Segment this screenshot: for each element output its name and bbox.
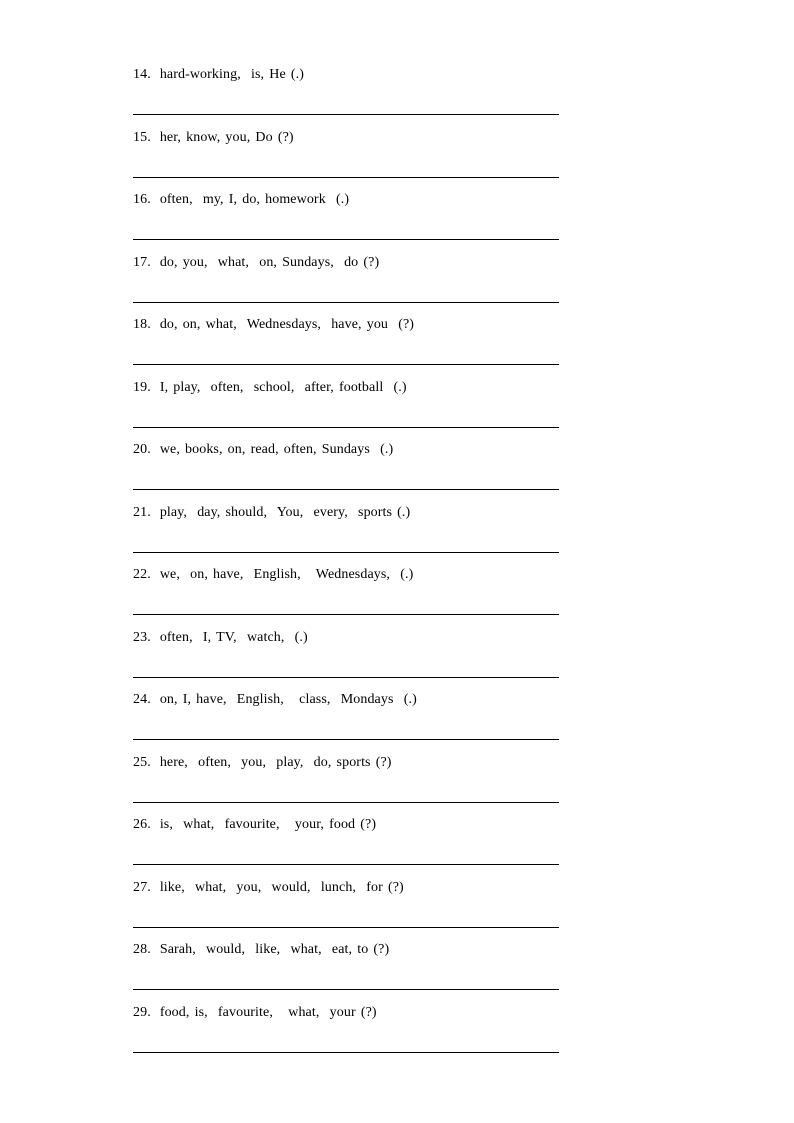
scrambled-words: on, I, have, English, class, Mondays (.) bbox=[159, 692, 417, 707]
question-number: 16. bbox=[133, 192, 151, 207]
question-28 bbox=[133, 937, 559, 1000]
question-prompt bbox=[133, 691, 417, 709]
question-24 bbox=[133, 687, 559, 750]
question-number: 27. bbox=[133, 879, 151, 895]
question-prompt bbox=[133, 879, 404, 897]
question-14 bbox=[133, 62, 559, 125]
question-number: 14. bbox=[133, 67, 151, 82]
scrambled-words: is, what, favourite, your, food (?) bbox=[159, 817, 377, 832]
question-20 bbox=[133, 437, 559, 500]
answer-line[interactable] bbox=[133, 677, 559, 678]
scrambled-words: we, books, on, read, often, Sundays (.) bbox=[159, 442, 394, 457]
answer-line[interactable] bbox=[133, 114, 559, 115]
scrambled-words: her, know, you, Do (?) bbox=[159, 129, 294, 145]
question-number: 19. bbox=[133, 379, 151, 395]
answer-line[interactable] bbox=[133, 739, 559, 740]
question-number: 25. bbox=[133, 754, 151, 770]
question-21 bbox=[133, 500, 559, 563]
scrambled-words: Sarah, would, like, what, eat, to (?) bbox=[159, 942, 390, 957]
question-number: 29. bbox=[133, 1004, 151, 1020]
scrambled-words: often, I, TV, watch, (.) bbox=[159, 629, 308, 645]
question-prompt bbox=[133, 941, 389, 959]
question-23 bbox=[133, 625, 559, 688]
question-26 bbox=[133, 812, 559, 875]
question-prompt bbox=[133, 254, 379, 272]
answer-line[interactable] bbox=[133, 239, 559, 240]
question-prompt bbox=[133, 566, 413, 584]
answer-line[interactable] bbox=[133, 177, 559, 178]
question-17 bbox=[133, 250, 559, 313]
question-number: 23. bbox=[133, 629, 151, 645]
question-prompt bbox=[133, 629, 308, 647]
answer-line[interactable] bbox=[133, 1052, 559, 1053]
question-number: 20. bbox=[133, 442, 151, 457]
question-number: 22. bbox=[133, 567, 151, 582]
answer-line[interactable] bbox=[133, 989, 559, 990]
answer-line[interactable] bbox=[133, 364, 559, 365]
question-prompt bbox=[133, 816, 376, 834]
question-22 bbox=[133, 562, 559, 625]
scrambled-words: food, is, favourite, what, your (?) bbox=[159, 1004, 377, 1020]
answer-line[interactable] bbox=[133, 927, 559, 928]
answer-line[interactable] bbox=[133, 427, 559, 428]
answer-line[interactable] bbox=[133, 864, 559, 865]
question-prompt bbox=[133, 1004, 377, 1022]
scrambled-words: often, my, I, do, homework (.) bbox=[159, 192, 350, 207]
question-27 bbox=[133, 875, 559, 938]
scrambled-words: we, on, have, English, Wednesdays, (.) bbox=[159, 567, 414, 582]
question-25 bbox=[133, 750, 559, 813]
scrambled-words: here, often, you, play, do, sports (?) bbox=[159, 754, 392, 770]
question-16 bbox=[133, 187, 559, 250]
answer-line[interactable] bbox=[133, 552, 559, 553]
answer-line[interactable] bbox=[133, 302, 559, 303]
question-19 bbox=[133, 375, 559, 438]
scrambled-words: play, day, should, You, every, sports (.) bbox=[159, 504, 411, 520]
question-number: 17. bbox=[133, 254, 151, 270]
answer-line[interactable] bbox=[133, 802, 559, 803]
question-prompt bbox=[133, 191, 349, 209]
question-prompt bbox=[133, 754, 392, 772]
scrambled-words: do, on, what, Wednesdays, have, you (?) bbox=[159, 317, 415, 332]
scrambled-words: hard-working, is, He (.) bbox=[159, 67, 304, 82]
scrambled-words: I, play, often, school, after, football (.) bbox=[159, 379, 407, 395]
scrambled-words: do, you, what, on, Sundays, do (?) bbox=[159, 254, 380, 270]
question-number: 21. bbox=[133, 504, 151, 520]
question-prompt bbox=[133, 66, 304, 84]
answer-line[interactable] bbox=[133, 614, 559, 615]
scrambled-words: like, what, you, would, lunch, for (?) bbox=[159, 879, 404, 895]
question-number: 18. bbox=[133, 317, 151, 332]
question-prompt bbox=[133, 129, 294, 147]
question-prompt bbox=[133, 441, 393, 459]
question-number: 15. bbox=[133, 129, 151, 145]
question-number: 28. bbox=[133, 942, 151, 957]
question-prompt bbox=[133, 504, 410, 522]
question-number: 24. bbox=[133, 692, 151, 707]
question-prompt bbox=[133, 316, 414, 334]
question-list bbox=[133, 62, 559, 1062]
question-number: 26. bbox=[133, 817, 151, 832]
answer-line[interactable] bbox=[133, 489, 559, 490]
question-15 bbox=[133, 125, 559, 188]
question-18 bbox=[133, 312, 559, 375]
question-prompt bbox=[133, 379, 407, 397]
question-29 bbox=[133, 1000, 559, 1063]
